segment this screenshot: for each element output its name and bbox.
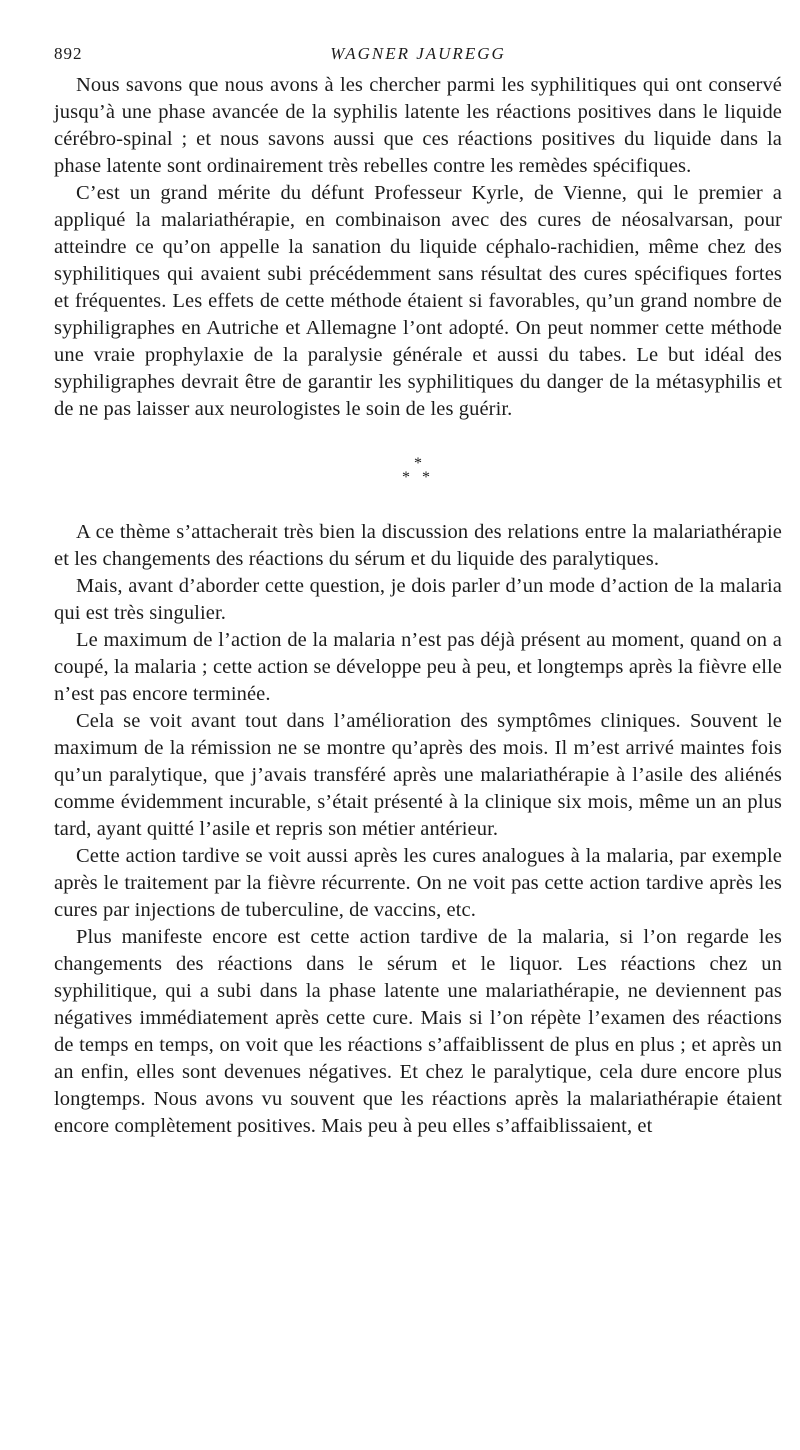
paragraph: C’est un grand mérite du défunt Professeur Kyrle, de Vienne, qui le premier a appliqué la malariathérapie, en combinaison avec des cures de néosalvarsan, pour atteindre ce qu’on appelle la sanation du liquide céphalo-rachidien, même chez des syphilitiques qui avaient subi précédemment sans résultat des cures spécifiques fortes et fréquentes. Les effets de cette méthode étaient si favorables, qu’un grand nombre de syphiligraphes en Autriche et Allemagne l’ont adopté. On peut nommer cette méthode une vraie prophylaxie de la paralysie générale et aussi du tabes. Le but idéal des syphiligraphes devrait être de garantir les syphilitiques du danger de la métasyphilis et de ne pas laisser aux neurologistes le soin de les guérir. — [54, 182, 782, 420]
paragraph: Le maximum de l’action de la malaria n’est pas déjà présent au moment, quand on a coupé, la malaria ; cette action se développe peu à peu, et longtemps après la fièvre elle n’est pas encore terminée. — [54, 629, 782, 705]
page-number: 892 — [54, 44, 83, 63]
asterism-bottom: * * — [402, 469, 434, 486]
page-header — [54, 44, 782, 72]
paragraph: Cela se voit avant tout dans l’amélioration des symptômes cliniques. Souvent le maximum de la rémission ne se montre qu’après des mois. Il m’est arrivé maintes fois qu’un paralytique, que j’avais transféré après une malariathérapie à l’asile des aliénés comme évidemment incurable, s’était présenté à la clinique six mois, même un an plus tard, ayant quitté l’asile et repris son métier antérieur. — [54, 710, 782, 840]
running-title: WAGNER JAUREGG — [330, 44, 506, 63]
asterism-top: * — [414, 455, 422, 472]
body-text — [54, 72, 782, 1140]
paragraph: Cette action tardive se voit aussi après les cures analogues à la malaria, par exemple après le traitement par la fièvre récurrente. On ne voit pas cette action tardive après les cures par injections de tuberculine, de vaccins, etc. — [54, 845, 782, 921]
paragraph: Plus manifeste encore est cette action tardive de la malaria, si l’on regarde les changements des réactions dans le sérum et le liquor. Les réactions chez un syphilitique, qui a subi dans la phase latente une malariathérapie, ne deviennent pas négatives immédiatement après cette cure. Mais si l’on répète l’examen des réactions de temps en temps, on voit que les réactions s’affaiblissent de plus en plus ; et après un an enfin, elles sont devenues négatives. Et chez le paralytique, cela dure encore plus longtemps. Nous avons vu souvent que les réactions après la malariathérapie étaient encore complètement positives. Mais peu à peu elles s’affaiblissaient, et — [54, 926, 782, 1137]
paragraph: Mais, avant d’aborder cette question, je dois parler d’un mode d’action de la malaria qui est très singulier. — [54, 575, 782, 624]
paragraph: A ce thème s’attacherait très bien la discussion des relations entre la malariathérapie et les changements des réactions du sérum et du liquide des paralytiques. — [54, 521, 782, 570]
asterism-divider — [54, 423, 782, 519]
book-page — [54, 44, 782, 1140]
paragraph: Nous savons que nous avons à les chercher parmi les syphilitiques qui ont conservé jusqu’à une phase avancée de la syphilis latente les réactions positives dans le liquide cérébro-spinal ; et nous savons aussi que ces réactions positives du liquide dans la phase latente sont ordinairement très rebelles contre les remèdes spécifiques. — [54, 74, 782, 177]
